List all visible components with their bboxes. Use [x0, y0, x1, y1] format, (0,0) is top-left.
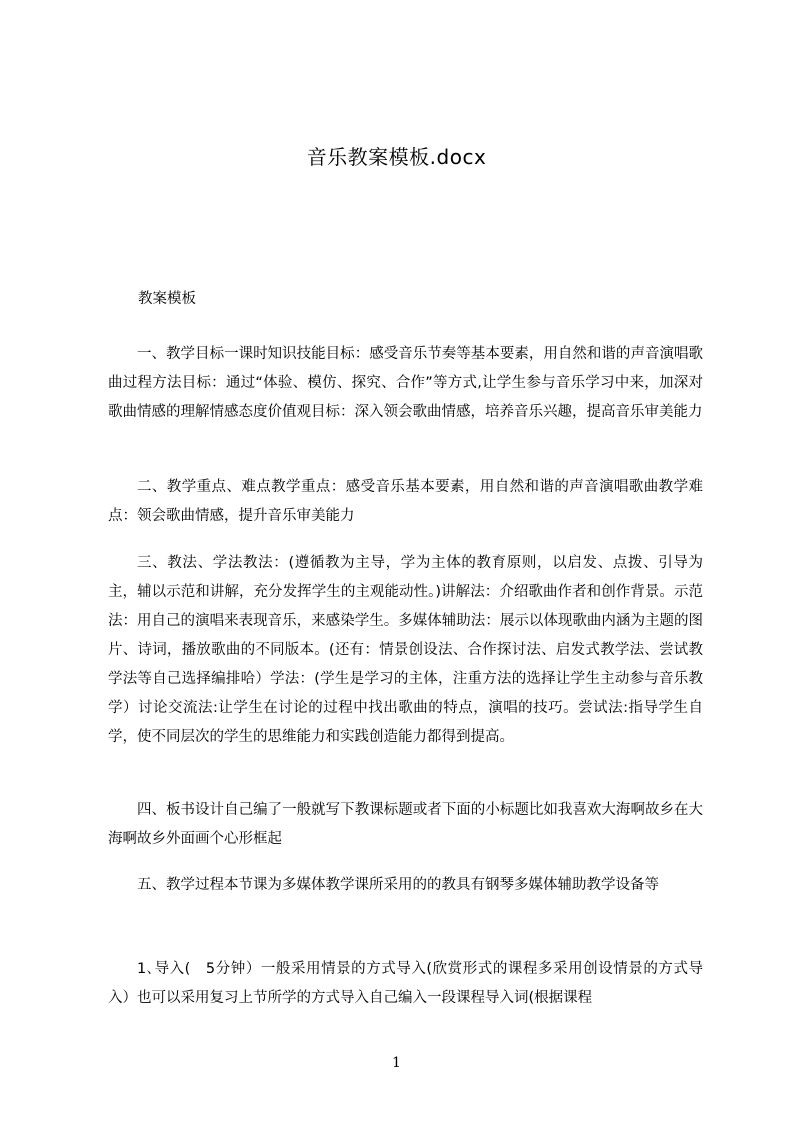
paragraph-board-design: 四、板书设计自己编了一般就写下教课标题或者下面的小标题比如我喜欢大海啊故乡在大海啊故乡外面画个心形框起: [108, 802, 703, 847]
paragraph-teaching-process: 五、教学过程本节课为多媒体教学课所采用的的教具有钢琴多媒体辅助教学设备等: [137, 877, 659, 893]
page-number: 1: [392, 1055, 401, 1071]
paragraph-teaching-objectives: 一、教学目标一课时知识技能目标：感受音乐节奏等基本要素，用自然和谐的声音演唱歌曲过程方法目标：通过“体验、模仿、探究、合作”等方式,让学生参与音乐学习中来，加深对歌曲情感的理解情感态度价值观目标：深入领会歌曲情感，培养音乐兴趣，提高音乐审美能力: [108, 346, 703, 420]
paragraph-teaching-methods: 三、教法、学法教法：(遵循教为主导，学为主体的教育原则，以启发、点拨、引导为主，辅以示范和讲解，充分发挥学生的主观能动性。)讲解法：介绍歌曲作者和创作背景。示范法：用自己的演唱来表现音乐，来感染学生。多媒体辅助法：展示以体现歌曲内涵为主题的图片、诗词，播放歌曲的不同版本。(还有：情景创设法、合作探讨法、启发式教学法、尝试教学法等自己选择编排哈）学法：(学生是学习的主体，注重方法的选择让学生主动参与音乐教学）讨论交流法:让学生在讨论的过程中找出歌曲的特点，演唱的技巧。尝试法:指导学生自学，使不同层次的学生的思维能力和实践创造能力都得到提高。: [108, 555, 703, 745]
section-label: 教案模板: [138, 291, 196, 307]
paragraph-key-points: 二、教学重点、难点教学重点：感受音乐基本要素，用自然和谐的声音演唱歌曲教学难点：领会歌曲情感，提升音乐审美能力: [108, 479, 703, 524]
paragraph-introduction: 1､导入( 5分钟）一般采用情景的方式导入(欣赏形式的课程多采用创设情景的方式导入）也可以采用复习上节所学的方式导入自己编入一段课程导入词(根据课程: [108, 961, 703, 1006]
document-title: 音乐教案模板.docx: [306, 145, 487, 169]
